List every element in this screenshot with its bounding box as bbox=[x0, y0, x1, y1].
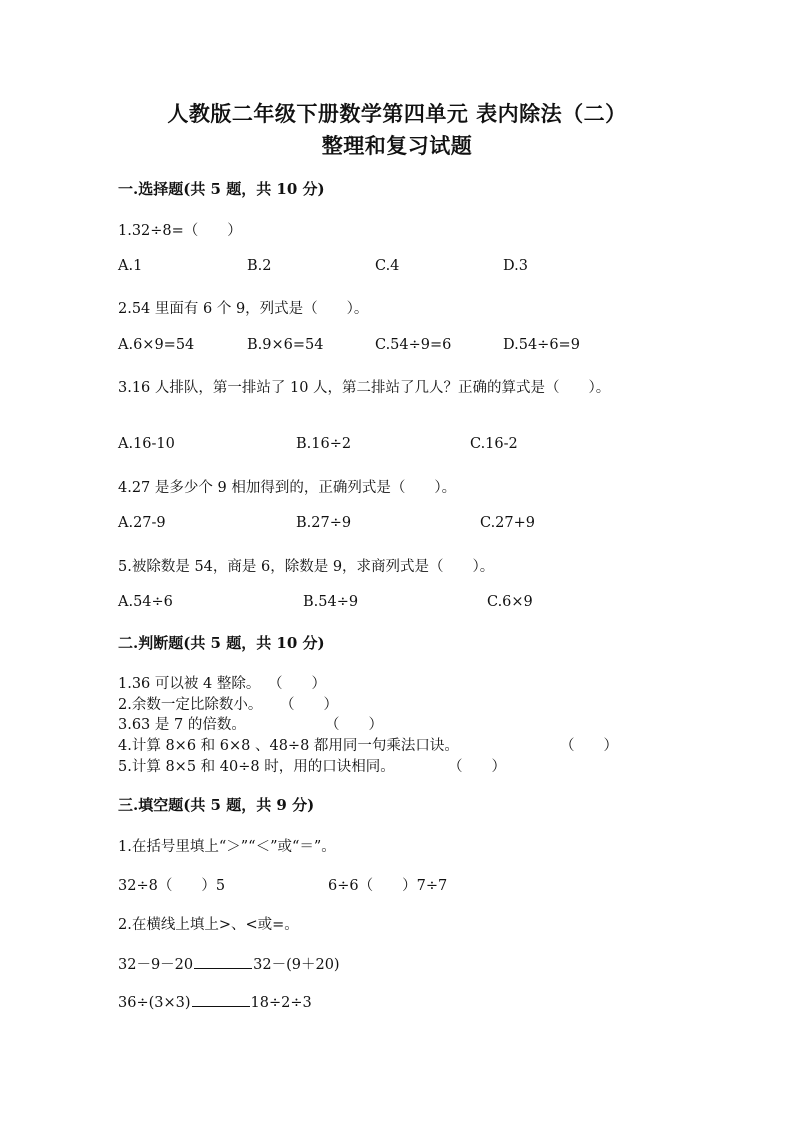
compare-left: 36÷(3×3) bbox=[118, 995, 191, 1011]
section-heading-fill: 三.填空题(共 5 题，共 9 分) bbox=[118, 796, 315, 814]
compare-row bbox=[118, 953, 340, 974]
option-c: C.27+9 bbox=[480, 515, 536, 531]
option-c: C.54÷9=6 bbox=[375, 337, 452, 353]
compare-right: 32－(9＋20) bbox=[253, 957, 340, 973]
option-a: A.1 bbox=[118, 258, 143, 274]
compare-expression: 32÷8（ ）5 bbox=[118, 878, 226, 894]
option-b: B.9×6=54 bbox=[247, 337, 324, 353]
answer-bracket: （ ） bbox=[560, 738, 618, 754]
option-c: C.6×9 bbox=[487, 594, 533, 610]
judge-item-text: 5.计算 8×5 和 40÷8 时，用的口诀相同。 bbox=[118, 759, 395, 775]
compare-row bbox=[118, 992, 312, 1011]
page-subtitle: 整理和复习试题 bbox=[321, 133, 473, 158]
answer-bracket: （ ） bbox=[280, 697, 338, 713]
question-text: 2.54 里面有 6 个 9，列式是（ ）。 bbox=[118, 301, 369, 317]
option-b: B.16÷2 bbox=[296, 436, 352, 452]
judge-item-text: 4.计算 8×6 和 6×8 、48÷8 都用同一句乘法口诀。 bbox=[118, 738, 459, 754]
answer-bracket: （ ） bbox=[448, 759, 506, 775]
question-text: 5.被除数是 54，商是 6，除数是 9，求商列式是（ ）。 bbox=[118, 559, 495, 575]
answer-blank[interactable] bbox=[192, 992, 250, 1007]
question-text: 2.在横线上填上>、<或=。 bbox=[118, 917, 299, 933]
question-text: 1.32÷8=（ ） bbox=[118, 223, 242, 239]
answer-bracket: （ ） bbox=[325, 717, 383, 733]
compare-expression: 6÷6（ ）7÷7 bbox=[328, 878, 448, 894]
page-title: 人教版二年级下册数学第四单元 表内除法（二） bbox=[167, 101, 627, 126]
option-b: B.54÷9 bbox=[303, 594, 359, 610]
judge-item-text: 1.36 可以被 4 整除。 bbox=[118, 676, 261, 692]
compare-right: 18÷2÷3 bbox=[250, 995, 312, 1011]
option-b: B.2 bbox=[247, 258, 272, 274]
option-a: A.16-10 bbox=[118, 436, 175, 452]
answer-blank[interactable] bbox=[194, 954, 252, 969]
option-d: D.54÷6=9 bbox=[503, 337, 580, 353]
option-c: C.16-2 bbox=[470, 436, 518, 452]
question-text: 3.16 人排队，第一排站了 10 人，第二排站了几人？正确的算式是（ ）。 bbox=[118, 380, 611, 396]
judge-item-text: 2.余数一定比除数小。 bbox=[118, 697, 263, 713]
section-heading-judge: 二.判断题(共 5 题，共 10 分) bbox=[118, 634, 325, 652]
compare-left: 32－9－20 bbox=[118, 957, 194, 973]
section-heading-choice: 一.选择题(共 5 题，共 10 分) bbox=[118, 180, 325, 198]
option-a: A.54÷6 bbox=[118, 594, 173, 610]
answer-bracket: （ ） bbox=[268, 676, 326, 692]
option-a: A.6×9=54 bbox=[118, 337, 195, 353]
question-text: 1.在括号里填上“＞”“＜”或“＝”。 bbox=[118, 839, 336, 855]
judge-item-text: 3.63 是 7 的倍数。 bbox=[118, 717, 246, 733]
option-c: C.4 bbox=[375, 258, 400, 274]
option-d: D.3 bbox=[503, 258, 528, 274]
option-a: A.27-9 bbox=[118, 515, 166, 531]
option-b: B.27÷9 bbox=[296, 515, 352, 531]
question-text: 4.27 是多少个 9 相加得到的，正确列式是（ ）。 bbox=[118, 480, 457, 496]
